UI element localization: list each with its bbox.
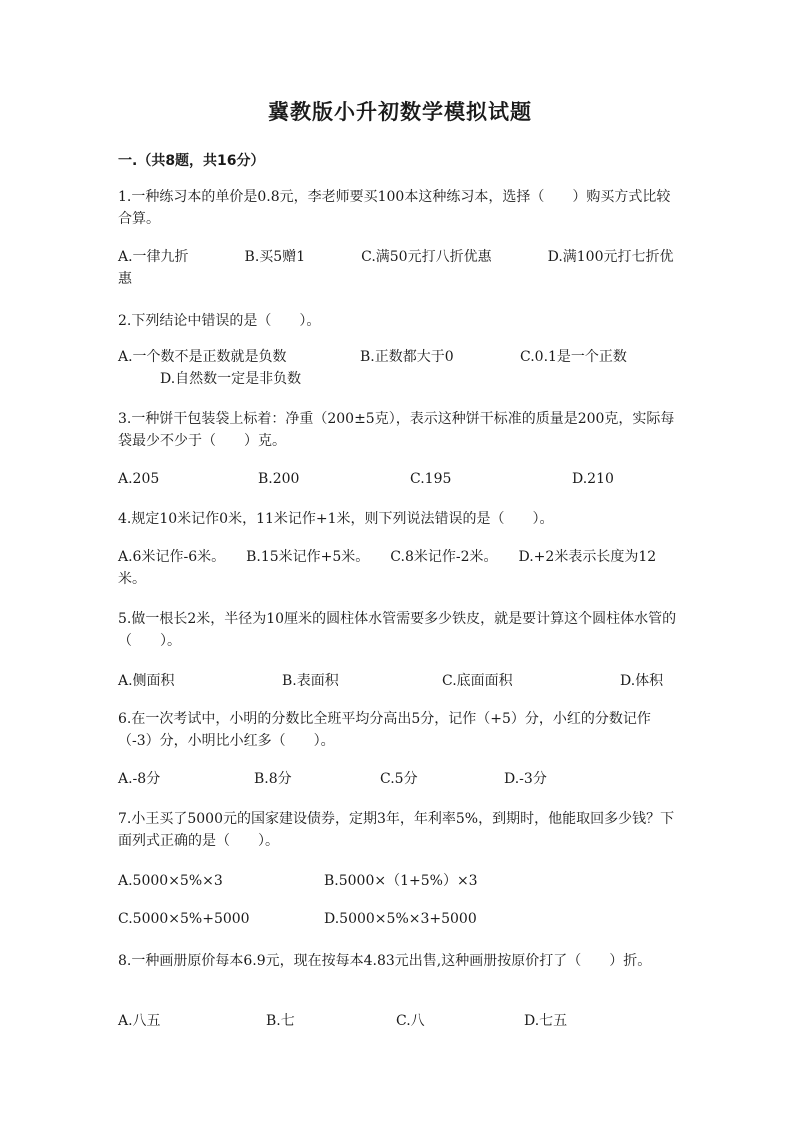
- question-5-option-b: B.表面积: [282, 673, 339, 689]
- question-6-text: 6.在一次考试中，小明的分数比全班平均分高出5分，记作（+5）分，小红的分数记作（-3）分，小明比小红多（ ）。: [118, 711, 651, 749]
- question-5-text: 5.做一根长2米，半径为10厘米的圆柱体水管需要多少铁皮，就是要计算这个圆柱体水管的（ ）。: [118, 611, 677, 649]
- question-3-option-b: B.200: [258, 471, 300, 487]
- question-2-option-b: B.正数都大于0: [360, 349, 454, 365]
- question-3-option-d: D.210: [572, 471, 614, 487]
- question-2-text: 2.下列结论中错误的是（ ）。: [118, 313, 321, 329]
- question-7-option-d: D.5000×5%×3+5000: [324, 911, 477, 927]
- question-5-option-a: A.侧面积: [118, 673, 175, 689]
- question-1-text: 1.一种练习本的单价是0.8元，李老师要买100本这种练习本，选择（ ）购买方式比较合算。: [118, 189, 671, 227]
- question-7-text: 7.小王买了5000元的国家建设债券，定期3年，年利率5%，到期时，他能取回多少钱？下面列式正确的是（ ）。: [118, 811, 675, 849]
- question-8-option-c: C.八: [396, 1013, 425, 1029]
- question-3-option-a: A.205: [118, 471, 160, 487]
- question-3-option-c: C.195: [410, 471, 452, 487]
- question-6-option-b: B.8分: [254, 771, 292, 787]
- question-4-text: 4.规定10米记作0米，11米记作+1米，则下列说法错误的是（ ）。: [118, 511, 554, 527]
- question-8-option-d: D.七五: [524, 1013, 568, 1029]
- question-2-option-d: D.自然数一定是非负数: [160, 371, 302, 387]
- question-2-option-c: C.0.1是一个正数: [520, 349, 627, 365]
- question-2-option-a: A.一个数不是正数就是负数: [118, 349, 287, 365]
- question-8-text: 8.一种画册原价每本6.9元，现在按每本4.83元出售,这种画册按原价打了（ ）折。: [118, 953, 652, 969]
- question-6-option-a: A.-8分: [118, 771, 161, 787]
- question-7-option-b: B.5000×（1+5%）×3: [324, 873, 478, 889]
- question-6-option-d: D.-3分: [504, 771, 547, 787]
- question-8-option-a: A.八五: [118, 1013, 161, 1029]
- page-title: 冀教版小升初数学模拟试题: [268, 100, 532, 124]
- question-7-option-a: A.5000×5%×3: [118, 873, 223, 889]
- question-5-option-c: C.底面面积: [442, 673, 513, 689]
- question-3-text: 3.一种饼干包装袋上标着：净重（200±5克），表示这种饼干标准的质量是200克，实际每袋最少不少于（ ）克。: [118, 411, 675, 449]
- section-header: 一.（共8题，共16分）: [118, 153, 265, 169]
- question-6-option-c: C.5分: [380, 771, 418, 787]
- question-1-options: A.一律九折 B.买5赠1 C.满50元打八折优惠 D.满100元打七折优惠: [118, 249, 674, 287]
- question-5-option-d: D.体积: [620, 673, 664, 689]
- question-7-option-c: C.5000×5%+5000: [118, 911, 250, 927]
- question-8-option-b: B.七: [266, 1013, 295, 1029]
- question-4-options: A.6米记作-6米。 B.15米记作+5米。 C.8米记作-2米。 D.+2米表示长度为12米。: [118, 549, 657, 587]
